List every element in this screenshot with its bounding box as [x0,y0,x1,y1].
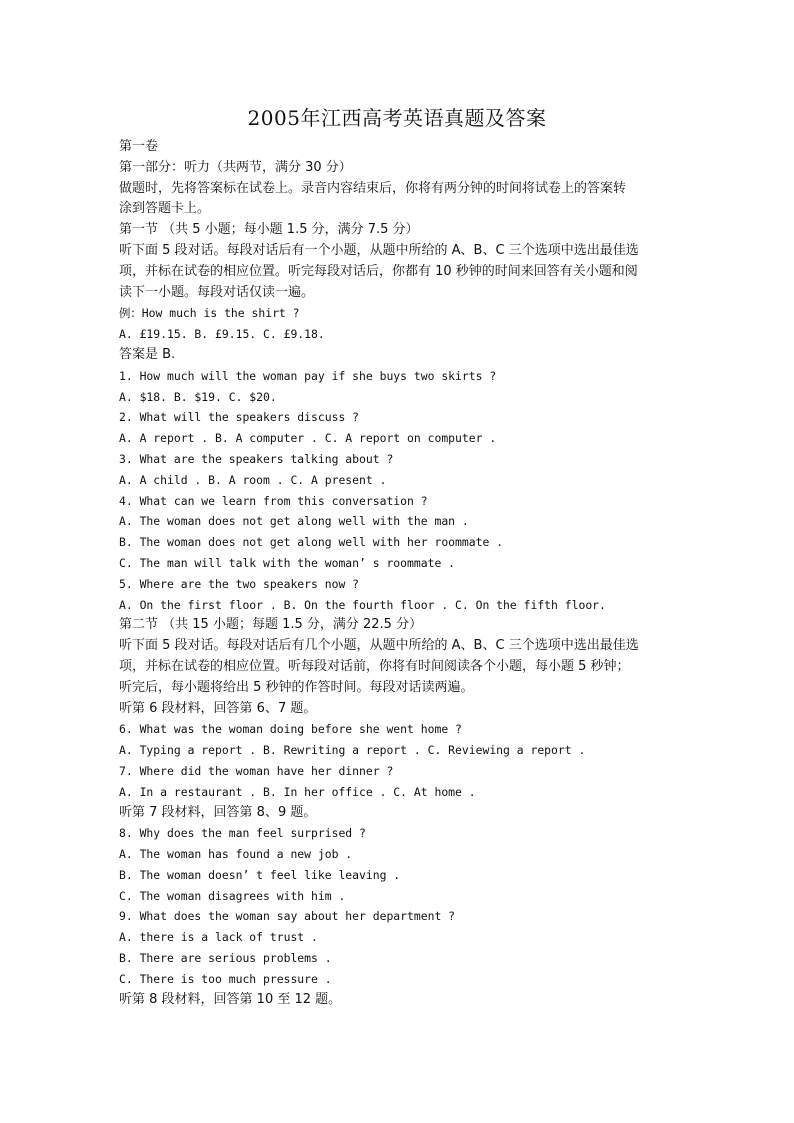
text-line: B. There are serious problems . [119,951,332,966]
text-line: C. The woman disagrees with him . [119,888,346,903]
text-line: 8. Why does the man feel surprised ? [119,826,366,841]
text-line: 听第 8 段材料，回答第 10 至 12 题。 [119,991,342,1007]
text-line: 4. What can we learn from this conversation ? [119,493,428,508]
document-body [119,137,679,1010]
text-line: 听完后，每小题将给出 5 秒钟的作答时间。每段对话读两遍。 [119,679,474,695]
text-line: 第二节 （共 15 小题；每题 1.5 分，满分 22.5 分） [119,617,423,633]
text-line: 5. Where are the two speakers now ? [119,576,360,591]
text-line: A. $18. B. $19. C. $20. [119,389,277,404]
text-line: 9. What does the woman say about her department ? [119,909,456,924]
text-line: 7. Where did the woman have her dinner ? [119,763,394,778]
text-line: A. £19.15. B. £9.15. C. £9.18. [119,327,325,342]
text-line: C. There is too much pressure . [119,971,332,986]
text-line: 3. What are the speakers talking about ? [119,451,394,466]
text-line: A. A report . B. A computer . C. A report on computer . [119,431,497,446]
text-line: A. A child . B. A room . C. A present . [119,472,387,487]
text-line: C. The man will talk with the woman’ s roommate . [119,555,456,570]
text-line: 听下面 5 段对话。每段对话后有一个小题，从题中所给的 A、B、C 三个选项中选出最佳选 [119,242,639,258]
text-line: 读下一小题。每段对话仅读一遍。 [119,284,315,300]
text-line: B. The woman doesn’ t feel like leaving . [119,867,401,882]
text-line: A. In a restaurant . B. In her office . C. At home . [119,784,476,799]
text-line: 听第 6 段材料，回答第 6、7 题。 [119,700,317,716]
text-line: 答案是 B. [119,346,176,362]
text-line: 项，并标在试卷的相应位置。听每段对话前，你将有时间阅读各个小题，每小题 5 秒钟； [119,658,630,674]
text-line: A. The woman does not get along well with the man . [119,514,469,529]
text-line: 听下面 5 段对话。每段对话后有几个小题，从题中所给的 A、B、C 三个选项中选出最佳选 [119,638,639,654]
text-line: 第一节 （共 5 小题；每小题 1.5 分，满分 7.5 分） [119,222,419,238]
text-line: 涂到答题卡上。 [119,201,211,217]
text-line: 第一卷 [119,139,159,154]
text-line: 第一部分：听力（共两节，满分 30 分） [119,159,352,175]
text-line: A. On the first floor . B. On the fourth floor . C. On the fifth floor. [119,597,606,612]
text-line: 6. What was the woman doing before she went home ? [119,722,462,737]
text-line: B. The woman does not get along well with her roommate . [119,535,504,550]
text-line: 项，并标在试卷的相应位置。听完每段对话后，你都有 10 秒钟的时间来回答有关小题和阅 [119,263,638,279]
text-line: A. The woman has found a new job . [119,847,353,862]
text-line: 听第 7 段材料，回答第 8、9 题。 [119,804,317,820]
text-line: A. Typing a report . B. Rewriting a report . C. Reviewing a report . [119,743,586,758]
text-line: 例：How much is the shirt ? [119,306,300,321]
text-line: 1. How much will the woman pay if she buys two skirts ? [119,368,497,383]
text-line: 2. What will the speakers discuss ? [119,410,360,425]
text-line: A. there is a lack of trust . [119,930,318,945]
page-title: 2005年江西高考英语真题及答案 [247,106,547,130]
text-line: 做题时，先将答案标在试卷上。录音内容结束后，你将有两分钟的时间将试卷上的答案转 [119,180,627,196]
